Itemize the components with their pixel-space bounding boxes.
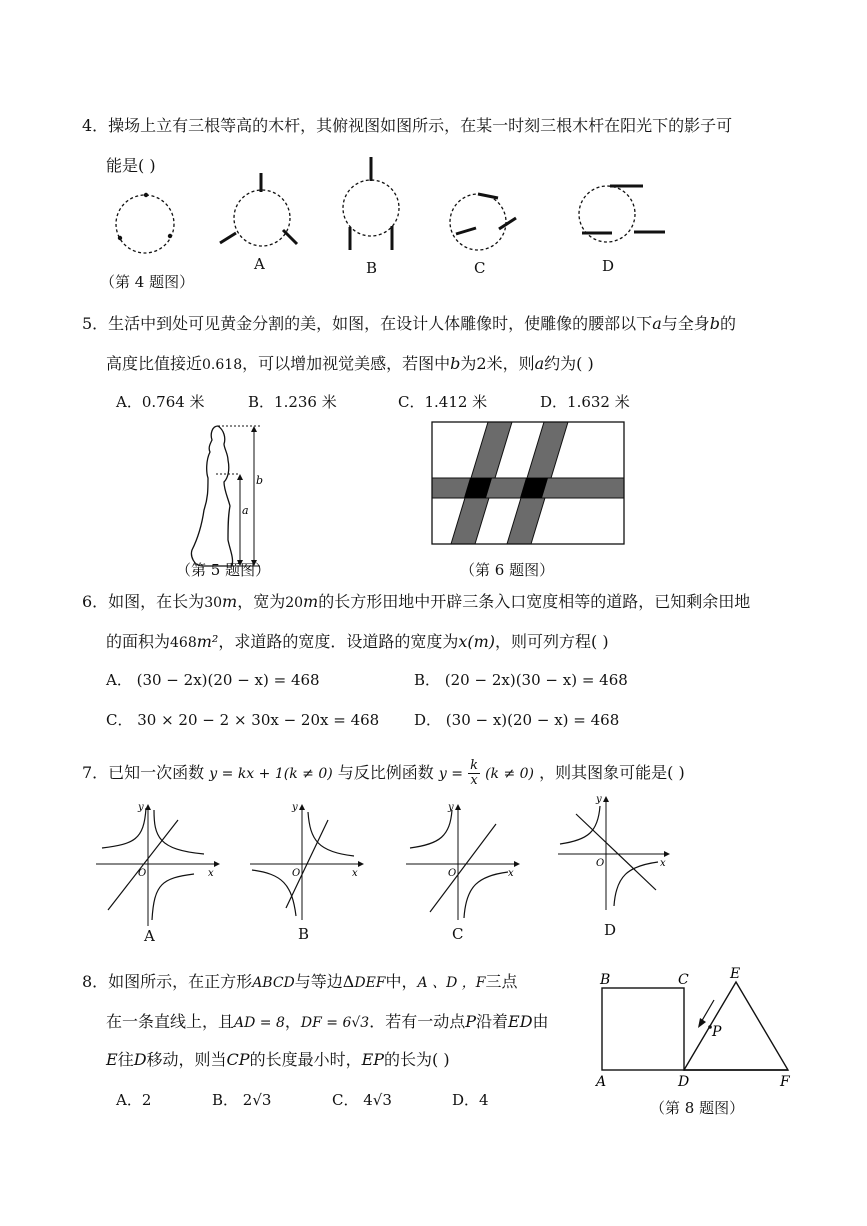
q6-option-a: A． (30 − 2x)(20 − x) = 468 <box>106 671 320 689</box>
point-a: A <box>596 1074 607 1090</box>
q4-figure-option-c <box>446 184 526 264</box>
q5-option-d: D．1.632 米 <box>540 393 630 411</box>
q6-stem-line2: 的面积为468m²，求道路的宽度．设道路的宽度为x(m)，则可列方程( ) <box>106 632 609 651</box>
pole-dot <box>144 193 148 197</box>
axis-x-label: x <box>660 858 666 869</box>
q5-figure-statue <box>188 420 278 570</box>
axis-x-label: x <box>352 868 358 879</box>
q4-figure-option-d <box>576 180 676 260</box>
q4-figure-original <box>108 188 188 268</box>
q4-label-a: A <box>254 255 265 273</box>
q8-stem-line1: 8．如图所示，在正方形ABCD与等边ΔDEF中，A 、D ，F三点 <box>82 972 518 991</box>
pole-dot <box>168 234 172 238</box>
q8-caption: （第 8 题图） <box>650 1099 745 1117</box>
point-f: F <box>780 1074 790 1090</box>
q8-stem-line3: E往D移动，则当CP的长度最小时，EP的长为( ) <box>106 1050 450 1069</box>
q8-option-c: C． 4√3 <box>332 1091 392 1109</box>
point-p: P <box>712 1024 722 1040</box>
origin-label: O <box>292 868 301 879</box>
origin-label: O <box>138 868 147 879</box>
point-c: C <box>678 972 689 988</box>
q8-option-a: A．2 <box>116 1091 152 1109</box>
q8-stem-line2: 在一条直线上，且AD = 8，DF = 6√3．若有一动点P沿着ED由 <box>106 1012 549 1031</box>
q7-graph-d <box>556 792 686 922</box>
axis-y-label: y <box>292 802 298 813</box>
q6-figure-field <box>430 420 626 546</box>
origin-label: O <box>448 868 457 879</box>
q7-graph-a <box>94 800 224 930</box>
q8-figure <box>594 960 794 1090</box>
q5-option-a: A．0.764 米 <box>116 393 205 411</box>
q4-stem-line1: 4．操场上立有三根等高的木杆，其俯视图如图所示，在某一时刻三根木杆在阳光下的影子可 <box>82 116 733 135</box>
q4-figure-option-a <box>217 170 307 260</box>
q7-label-c: C <box>452 925 464 943</box>
q5-caption: （第 5 题图） <box>176 561 271 579</box>
q7-stem: 7．已知一次函数 y = kx + 1(k ≠ 0) 与反比例函数 y = $\frac{k}{x}$ (k ≠ 0) ，则其图象可能是( ) <box>82 758 685 788</box>
axis-x-label: x <box>208 868 214 879</box>
point-b: B <box>600 972 611 988</box>
q7-label-a: A <box>144 927 155 945</box>
origin-label: O <box>596 858 605 869</box>
q7-graph-b <box>248 800 378 930</box>
q6-stem-line1: 6．如图，在长为30m，宽为20m的长方形田地中开辟三条入口宽度相等的道路，已知剩余田地 <box>82 592 751 611</box>
q8-option-b: B． 2√3 <box>212 1091 272 1109</box>
q6-option-c: C． 30 × 20 − 2 × 30x − 20x = 468 <box>106 711 380 729</box>
q4-label-c: C <box>474 259 486 277</box>
fig-label-a: a <box>242 504 249 517</box>
q4-label-d: D <box>602 257 615 275</box>
q7-graph-c <box>404 800 534 930</box>
axis-y-label: y <box>596 794 602 805</box>
q8-option-d: D．4 <box>452 1091 489 1109</box>
point-e: E <box>730 966 741 982</box>
q4-figure-option-b <box>334 154 414 254</box>
point-d: D <box>678 1074 690 1090</box>
q4-label-b: B <box>366 259 378 277</box>
q6-option-d: D． (30 − x)(20 − x) = 468 <box>414 711 620 729</box>
axis-y-label: y <box>448 802 454 813</box>
q5-option-c: C．1.412 米 <box>398 393 488 411</box>
axis-y-label: y <box>138 802 144 813</box>
axis-x-label: x <box>508 868 514 879</box>
q5-stem-line2: 高度比值接近0.618，可以增加视觉美感，若图中b为2米，则a约为( ) <box>106 354 594 373</box>
pole-dot <box>118 236 122 240</box>
q5-option-b: B．1.236 米 <box>248 393 337 411</box>
q7-label-b: B <box>298 925 310 943</box>
q7-label-d: D <box>604 921 617 939</box>
q6-figure-caption: （第 6 题图） <box>460 561 555 579</box>
fig-label-b: b <box>256 474 264 487</box>
q4-caption: （第 4 题图） <box>100 273 195 291</box>
q6-option-b: B． (20 − 2x)(30 − x) = 468 <box>414 671 628 689</box>
q4-stem-line2: 能是( ) <box>106 156 156 175</box>
q5-stem-line1: 5．生活中到处可见黄金分割的美，如图，在设计人体雕像时，使雕像的腰部以下a与全身b的 <box>82 314 737 333</box>
q7-fraction: $\frac{k}{x}$ <box>470 758 478 788</box>
